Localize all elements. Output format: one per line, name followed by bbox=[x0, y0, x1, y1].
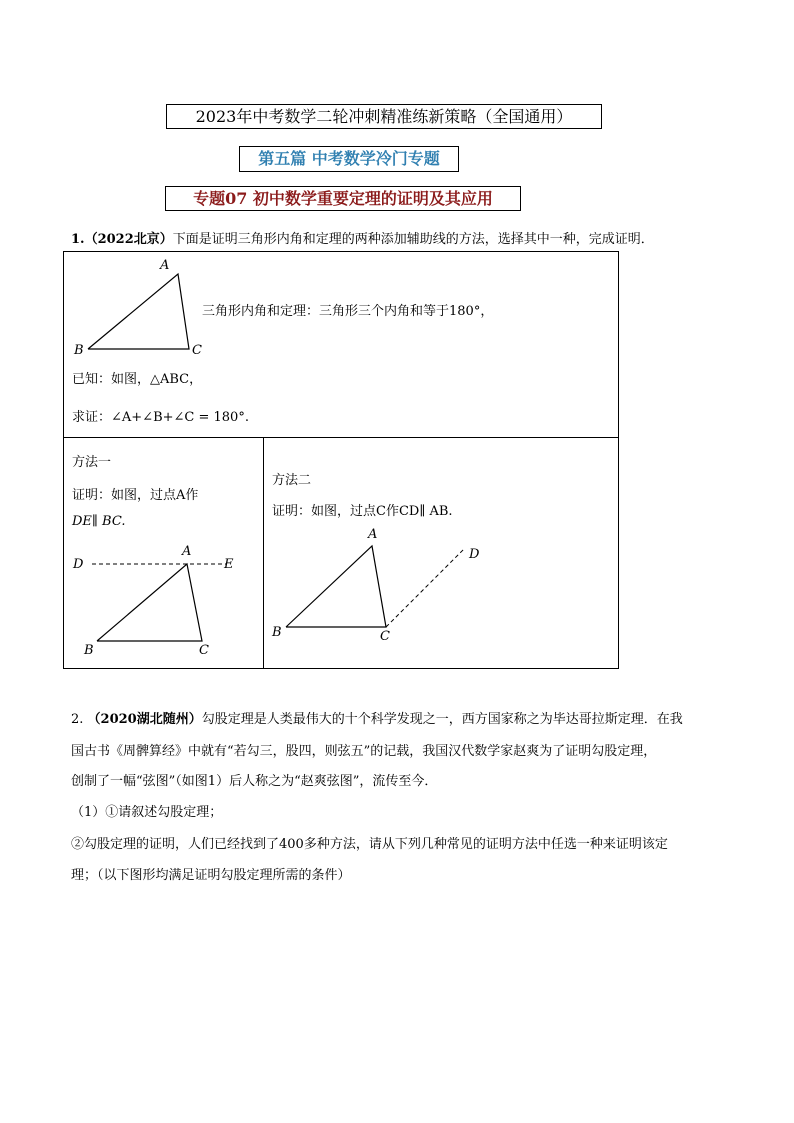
question-1-number: 1. bbox=[71, 232, 85, 247]
topic-title: 专题07 初中数学重要定理的证明及其应用 bbox=[165, 186, 521, 211]
method-1-point-b: B bbox=[84, 643, 94, 658]
method-2-proof-line-1: 证明：如图，过点C作CD∥ AB. bbox=[272, 504, 453, 519]
question-2-line-1: 勾股定理是人类最伟大的十个科学发现之一，西方国家称之为毕达哥拉斯定理．在我 bbox=[201, 712, 683, 727]
question-1-source: （2022北京） bbox=[84, 232, 173, 247]
question-2-line-3: 创制了一幅“弦图”（如图1）后人称之为“赵爽弦图”，流传至今． bbox=[71, 774, 438, 789]
part-title: 第五篇 中考数学冷门专题 bbox=[239, 146, 459, 172]
question-2-number: 2. bbox=[71, 712, 84, 727]
point-label-b: B bbox=[74, 343, 84, 358]
main-title: 2023年中考数学二轮冲刺精准练新策略（全国通用） bbox=[166, 104, 602, 129]
point-label-c: C bbox=[192, 343, 202, 358]
method-1-proof-line-1: 证明：如图，过点A作 bbox=[72, 488, 199, 503]
given-statement: 已知：如图，△ABC， bbox=[72, 372, 203, 387]
point-label-a: A bbox=[160, 258, 170, 273]
theorem-statement: 三角形内角和定理：三角形三个内角和等于180°， bbox=[202, 304, 494, 319]
question-1 bbox=[71, 228, 654, 247]
method-1-point-d: D bbox=[73, 557, 84, 572]
method-2-point-b: B bbox=[272, 625, 282, 640]
method-2-point-d: D bbox=[469, 547, 480, 562]
method-1-figure bbox=[66, 540, 256, 662]
question-2-sub-2-line-2: 理；（以下图形均满足证明勾股定理所需的条件） bbox=[71, 868, 351, 883]
method-1-point-c: C bbox=[199, 643, 209, 658]
question-2-sub-2-line-1: ②勾股定理的证明，人们已经找到了400多种方法，请从下列几种常见的证明方法中任选一种来证明该定 bbox=[71, 837, 668, 852]
method-1-point-a: A bbox=[182, 544, 192, 559]
method-2-point-a: A bbox=[368, 527, 378, 542]
method-2-label: 方法二 bbox=[272, 473, 312, 488]
question-2-line-2: 国古书《周髀算经》中就有“若勾三，股四，则弦五”的记载，我国汉代数学家赵爽为了证明勾股定理， bbox=[71, 744, 657, 759]
question-1-text: 下面是证明三角形内角和定理的两种添加辅助线的方法，选择其中一种，完成证明． bbox=[172, 232, 654, 247]
method-1-label: 方法一 bbox=[72, 455, 112, 470]
prove-statement: 求证：∠A+∠B+∠C = 180°. bbox=[72, 410, 249, 425]
table-divider-horizontal bbox=[63, 437, 619, 438]
table-divider-vertical bbox=[263, 437, 264, 669]
method-2-figure bbox=[266, 522, 496, 647]
question-2 bbox=[71, 708, 683, 727]
method-1-proof-line-2: DE∥ BC. bbox=[72, 514, 126, 529]
method-1-point-e: E bbox=[224, 557, 234, 572]
question-2-source: （2020湖北随州） bbox=[87, 712, 202, 727]
question-2-sub-1: （1）①请叙述勾股定理； bbox=[71, 805, 223, 820]
method-2-point-c: C bbox=[380, 629, 390, 644]
